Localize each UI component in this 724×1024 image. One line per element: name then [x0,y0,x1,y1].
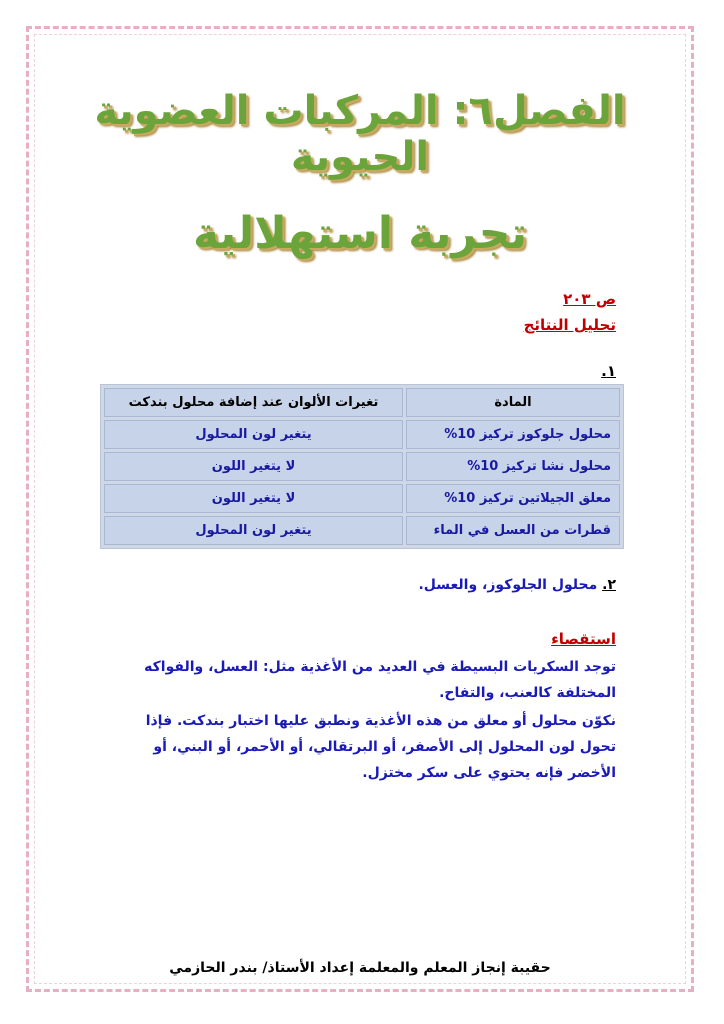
question-2-label: ٢. [602,577,616,593]
chapter-title: الفصل٦: المركبات العضوية الحيوية [94,88,626,180]
page-reference: ص ٢٠٣ [563,290,616,308]
footer-credit: حقيبة إنجاز المعلم والمعلمة إعداد الأستاذ/ بندر الحازمي [169,960,551,976]
inquiry-paragraph-1: توجد السكريات البسيطة في العديد من الأغذية مثل: العسل، والفواكه المختلفة كالعنب، والتفاح. [144,659,616,701]
table-cell-material: محلول جلوكوز تركيز 10% [406,420,620,449]
question-2 [116,572,616,598]
table-row [104,420,620,449]
table-row [104,484,620,513]
table-row [104,452,620,481]
inquiry-heading: استقصاء [551,630,616,648]
table-cell-material: معلق الجيلاتين تركيز 10% [406,484,620,513]
inquiry-paragraph-2: نكوّن محلول أو معلق من هذه الأغذية ونطبق عليها اختبار بندكت. فإذا تحول لون المحلول إلى الأصفر، أو البرتقالي، أو الأحمر، أو البني، أو الأخضر فإنه يحتوي على سكر مختزل. [145,713,616,781]
table-row [104,516,620,545]
results-table [100,384,624,549]
table-cell-result: لا يتغير اللون [104,484,403,513]
table-cell-result: يتغير لون المحلول [104,420,403,449]
question-1-label: ١. [601,362,616,380]
table-cell-material: محلول نشا تركيز 10% [406,452,620,481]
table-cell-result: يتغير لون المحلول [104,516,403,545]
analysis-heading: تحليل النتائج [523,316,616,334]
table-header-row [104,388,620,417]
table-cell-result: لا يتغير اللون [104,452,403,481]
experiment-title: تجربة استهلالية [192,208,528,259]
table-header-material: المادة [406,388,620,417]
question-2-answer: محلول الجلوكوز، والعسل. [418,577,598,593]
table-header-color-change: تغيرات الألوان عند إضافة محلول بندكت [104,388,403,417]
table-cell-material: قطرات من العسل في الماء [406,516,620,545]
